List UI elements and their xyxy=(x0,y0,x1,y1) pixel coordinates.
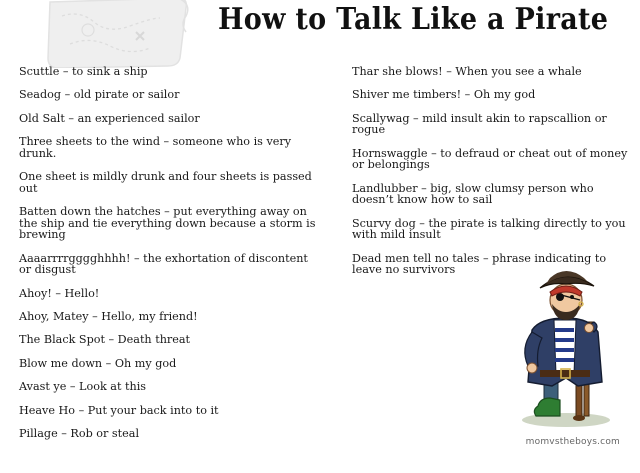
term-item: Aaaarrrrgggghhhh! – the exhortation of discontent or disgust xyxy=(19,251,308,277)
term-item: Avast ye – Look at this xyxy=(19,380,147,394)
term-item: Seadog – old pirate or sailor xyxy=(19,88,180,102)
term-item: Landlubber – big, slow clumsy person who doesn’t know how to sail xyxy=(352,181,594,207)
term-item: Scurvy dog – the pirate is talking directly to you with mild insult xyxy=(352,216,626,242)
pirate-terms-right-column xyxy=(352,66,628,288)
term-item: Hornswaggle – to defraud or cheat out of money or belongings xyxy=(352,146,628,172)
term-item: Ahoy, Matey – Hello, my friend! xyxy=(19,310,198,324)
page-title: How to Talk Like a Pirate xyxy=(218,2,609,37)
term-item: Thar she blows! – When you see a whale xyxy=(352,65,582,78)
term-item: Ahoy! – Hello! xyxy=(19,286,100,300)
treasure-map-icon xyxy=(40,0,192,68)
term-item: Scallywag – mild insult akin to rapscallion or rogue xyxy=(352,111,607,137)
pirate-terms-left-column xyxy=(19,66,319,451)
term-item: Blow me down – Oh my god xyxy=(19,356,177,370)
term-item: Batten down the hatches – put everything away on the ship and tie everything down because a storm is brewing xyxy=(19,205,316,242)
term-item: One sheet is mildly drunk and four sheets is passed out xyxy=(19,170,312,195)
term-item: Dead men tell no tales – phrase indicating to leave no survivors xyxy=(352,251,607,277)
term-item: Three sheets to the wind – someone who is very drunk. xyxy=(19,135,292,160)
term-item: The Black Spot – Death threat xyxy=(19,333,191,347)
term-item: Heave Ho – Put your back into to it xyxy=(19,403,219,417)
term-item: Scuttle – to sink a ship xyxy=(19,65,148,78)
term-item: Pillage – Rob or steal xyxy=(19,427,140,441)
site-credit: momvstheboys.com xyxy=(525,437,620,447)
pirate-illustration xyxy=(510,270,622,430)
term-item: Old Salt – an experienced sailor xyxy=(19,111,200,125)
term-item: Shiver me timbers! – Oh my god xyxy=(352,88,536,102)
